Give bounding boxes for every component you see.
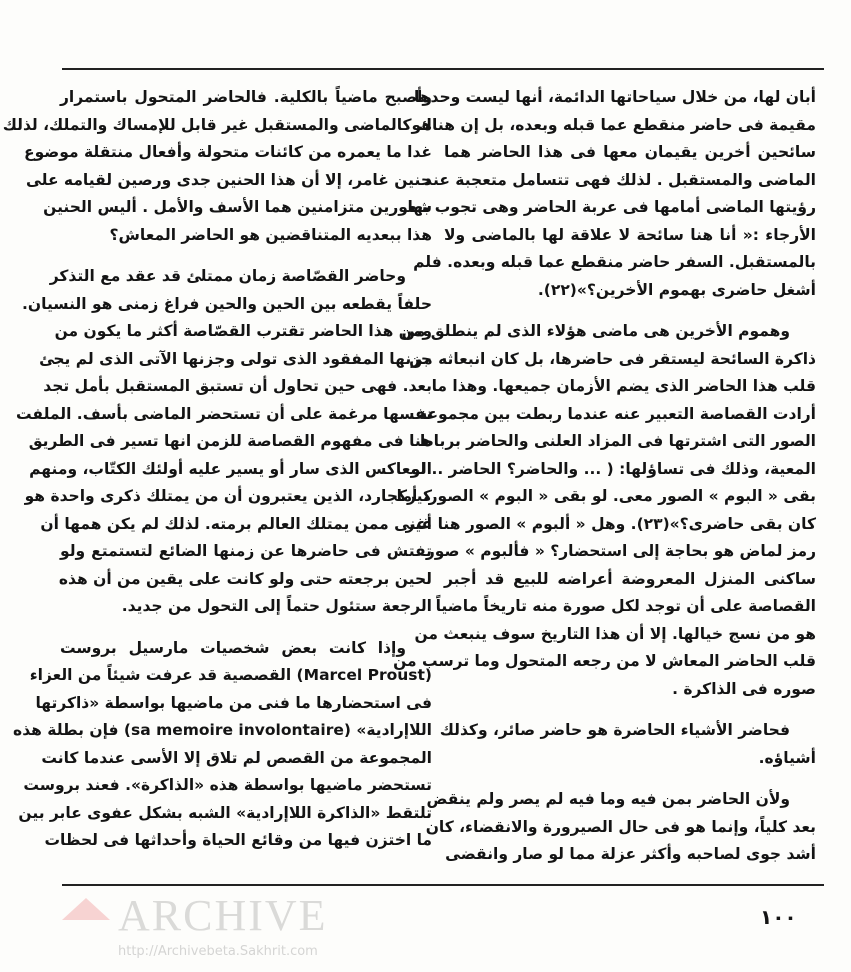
paragraph bbox=[425, 786, 816, 869]
text-line: ولأن الحاضر بمن فيه وما فيه لم يصر ولم ينقض bbox=[426, 790, 790, 808]
text-line: أشغل حاضرى بهموم الأخرين؟»(٢٢). bbox=[537, 280, 816, 299]
page-number: ١٠٠ bbox=[760, 905, 797, 929]
text-line: قلب هذا الحاضر الذى يضم الأزمان جميعها. وهذا ما bbox=[431, 377, 816, 395]
text-line: أرادت القصاصة التعبير عنه عندما ربطت بين مجموعة bbox=[418, 404, 816, 423]
text-line: ساكنى المنزل المعروضة أعراضه للبيع قد أجبر bbox=[444, 569, 816, 588]
text-line: أشياؤه. bbox=[758, 748, 816, 767]
text-line: الأرجاء :« أنا هنا سائحة لا علاقة لها بالماضى ولا bbox=[444, 225, 816, 244]
text-line: مقيمة فى حاضر منقطع عما قبله وبعده، بل إن هناك bbox=[417, 115, 816, 134]
text-line: نفسها مرغمة على أن تستحضر الماضى بأسف. الملفت bbox=[16, 404, 432, 423]
text-line: الصور التى اشترتها فى المزاد العلنى والحاضر برباط bbox=[417, 432, 816, 450]
text-line: القصاصة على أن توجد لكل صورة منه تاريخاً ماضياً bbox=[435, 597, 816, 615]
text-line: المجموعة من القصص لم تلاق إلا الأسى عندما كانت bbox=[41, 748, 432, 767]
paragraph bbox=[16, 263, 432, 621]
archive-watermark bbox=[62, 892, 482, 964]
text-line: (Marcel Proust) القصصية قد عرفت شيئاً من العزاء bbox=[29, 666, 432, 684]
text-line: فى استحضارها ما فنى من ماضيها بواسطة «ذاكرتها bbox=[35, 693, 432, 712]
text-line: كيركجارد، الذين يعتبرون أن من يمتلك ذكرى واحدة هو bbox=[24, 487, 432, 505]
bottom-rule bbox=[62, 884, 824, 886]
paragraph bbox=[2, 84, 432, 249]
text-line: تفتش فى حاضرها عن زمنها الضائع لتستمتع ولو bbox=[60, 542, 432, 560]
text-line: بعد كلياً، وإنما هو فى حال الصيرورة والانقضاء، كان bbox=[425, 817, 816, 836]
text-line: سائحين أخرين يقيمان معها فى هذا الحاضر هما bbox=[444, 143, 816, 161]
text-line: قلب الحاضر المعاش لا من رجعه المتحول وما ترسب من bbox=[393, 652, 816, 670]
text-line: كان بقى حاضرى؟»(٢٣). وهل « ألبوم » الصور هنا غير bbox=[405, 514, 816, 533]
text-line: تستحضر ماضيها بواسطة هذه «الذاكرة». فعند بروست bbox=[23, 776, 432, 794]
paragraph bbox=[439, 717, 816, 772]
text-line: فحاضر الأشياء الحاضرة هو حاضر صائر، وكذلك bbox=[439, 721, 790, 739]
text-line: بالمستقبل. السفر حاضر منقطع عما قبله وبعده. فلم bbox=[413, 253, 816, 271]
text-line: المعية، وذلك فى تساؤلها: ( ... والحاضر؟ الحاضر .. لو bbox=[410, 459, 816, 478]
paragraph bbox=[393, 318, 816, 703]
text-line: وأصبح ماضياً بالكلية. فالحاضر المتحول باستمرار bbox=[60, 88, 432, 106]
top-rule bbox=[62, 68, 824, 70]
text-line: حنين غامر، إلا أن هذا الحنين جدى ورصين لقيامه على bbox=[25, 170, 432, 189]
paragraph bbox=[13, 635, 432, 855]
right-text-column bbox=[393, 84, 816, 883]
watermark-text: ARCHIVE bbox=[118, 891, 328, 940]
text-line: حلفاً يقطعه بين الحين والحين فراغ زمنى هو النسيان. bbox=[22, 294, 432, 313]
text-line: اللاإرادية» (sa memoire involontaire) فإن بطلة هذه bbox=[13, 721, 432, 739]
text-line: أشد جوى لصاحبه وأكثر عزلة مما لو صار وانقضى bbox=[445, 845, 816, 863]
book-logo-icon bbox=[62, 898, 110, 920]
text-line: بقى « البوم » الصور معى. لو بقى « البوم » الصور، أما bbox=[396, 487, 816, 505]
text-line: لحين برجعته حتى ولو كانت على يقين من أن هذه bbox=[58, 569, 432, 588]
text-line: أبان لها، من خلال سياحاتها الدائمة، أنها ليست وحدها bbox=[413, 88, 816, 106]
text-line: رؤيتها الماضى أمامها فى عربة الحاضر وهى تجوب بها bbox=[407, 198, 816, 216]
text-line: ذاكرة السائحة ليستقر فى حاضرها، بل كان انبعاثه من bbox=[409, 349, 816, 368]
text-line: وإذا كانت بعض شخصيات مارسيل بروست bbox=[60, 638, 406, 657]
text-line: ومن هذا الحاضر تقترب القصّاصة أكثر ما يكون من bbox=[54, 322, 432, 340]
text-line: الرجعة ستئول حتماً إلى التحول من جديد. bbox=[121, 597, 432, 615]
text-line: صوره فى الذاكرة . bbox=[672, 679, 816, 698]
text-line: شعورين متزامنين هما الأسف والأمل . أليس الحنين bbox=[43, 198, 432, 216]
text-line: المعاكس الذى سار أو يسير عليه أولئك الكتّاب، ومنهم bbox=[29, 459, 432, 478]
text-line: هوكالماضى والمستقبل غير قابل للإمساك والتملك، لذلك bbox=[2, 115, 432, 134]
text-line: وهموم الأخرين هى ماضى هؤلاء الذى لم ينطلق من bbox=[401, 322, 790, 340]
text-line: بعد. فهى حين تحاول أن تستبق المستقبل بأمل تجد bbox=[43, 377, 432, 395]
text-line: رمز لماض هو بحاجة إلى استحضار؟ « فألبوم » صور bbox=[425, 542, 816, 560]
text-line: ما اختزن فيها من وقائع الحياة وأحداثها فى لحظات bbox=[44, 831, 432, 849]
text-line: هنا فى مفهوم القصاصة للزمن انها تسير فى الطريق bbox=[28, 432, 432, 450]
watermark-url: http://Archivebeta.Sakhrit.com bbox=[118, 944, 318, 959]
text-line: أغنى ممن يمتلك العالم برمته. لذلك لم يكن همها أن bbox=[40, 514, 432, 533]
text-line: جزنها المفقود الذى تولى وجزنها الآتى الذى لم يجئ bbox=[39, 349, 432, 368]
text-line: تلتقط «الذاكرة اللاإرادية» الشبه بشكل عفوى عابر بين bbox=[18, 803, 432, 822]
text-line: هذا ببعديه المتناقضين هو الحاضر المعاش؟ bbox=[109, 225, 432, 244]
left-text-column bbox=[2, 84, 432, 869]
text-line: غدا ما يعمره من كائنات متحولة وأفعال منتقلة موضوع bbox=[24, 143, 432, 161]
paragraph bbox=[407, 84, 816, 304]
text-line: هو من نسج خيالها. إلا أن هذا التاريخ سوف ينبعث من bbox=[414, 624, 816, 643]
text-line: وحاضر القصّاصة زمان ممتلئ قد عقد مع التذكر bbox=[49, 267, 406, 285]
text-line: الماضى والمستقبل . لذلك فهى تتسامل متعجبة عند bbox=[424, 170, 816, 189]
